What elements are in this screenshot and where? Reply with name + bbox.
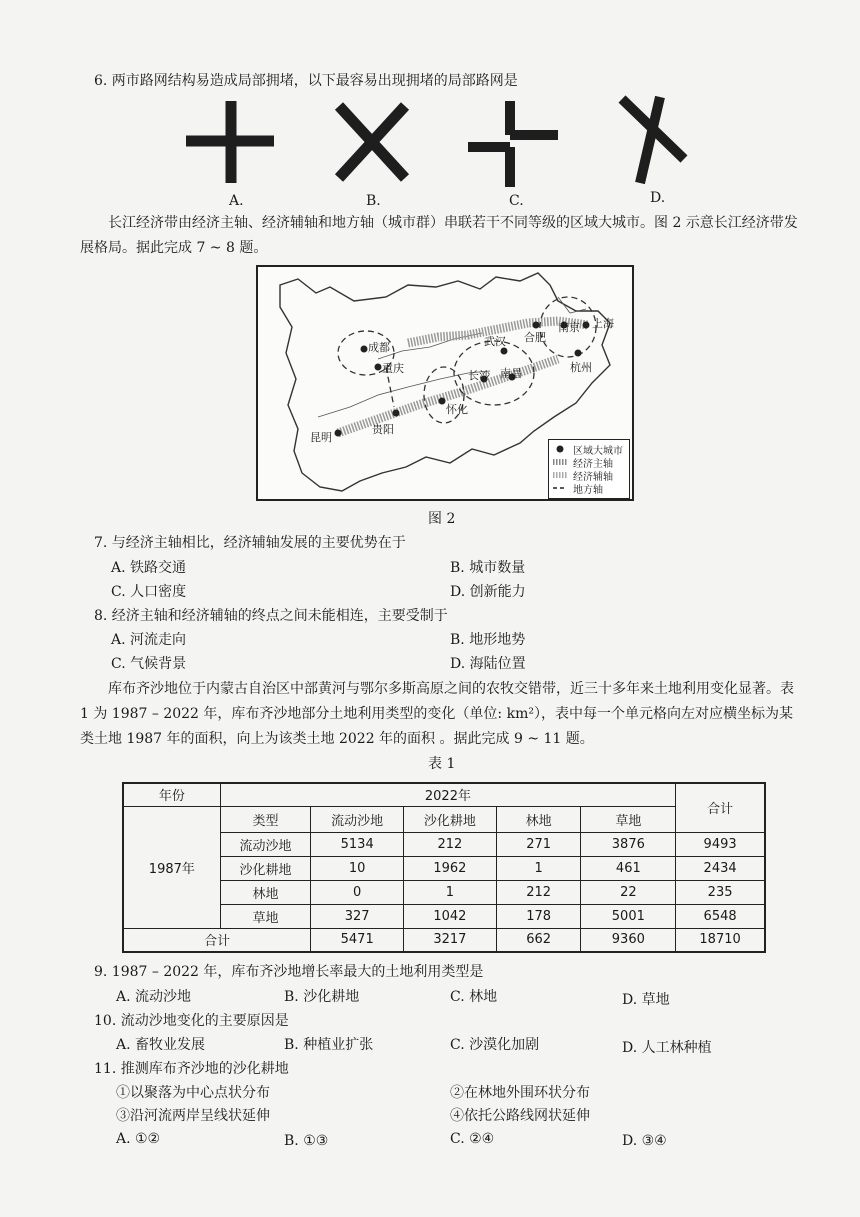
yangtze-economic-belt-map <box>256 265 634 501</box>
q11-option-b: B. ①③ <box>284 1133 329 1149</box>
q7-option-d: D. 创新能力 <box>450 584 526 600</box>
q7-option-a: A. 铁路交通 <box>111 560 187 576</box>
cell: 212 <box>404 832 497 856</box>
q8-option-c: C. 气候背景 <box>111 656 187 672</box>
city-chengdu: 成都 <box>368 341 390 354</box>
city-huaihua: 怀化 <box>446 403 468 416</box>
q10-option-a: A. 畜牧业发展 <box>116 1037 206 1053</box>
road-network-c-icon <box>468 97 560 189</box>
header-2022: 2022年 <box>220 783 675 806</box>
cell: 1962 <box>404 856 497 880</box>
city-hangzhou: 杭州 <box>570 361 592 374</box>
city-kunming: 昆明 <box>310 431 332 444</box>
legend-secondary-axis: 经济辅轴 <box>573 472 613 483</box>
q11-statement-1: ①以聚落为中心点状分布 <box>116 1085 270 1101</box>
city-changsha: 长沙 <box>468 369 490 382</box>
sum-label: 合计 <box>123 928 311 952</box>
legend-local-axis: 地方轴 <box>573 485 603 496</box>
cell: 327 <box>311 904 404 928</box>
table-sum-row <box>123 928 765 952</box>
row-type: 草地 <box>220 904 311 928</box>
cell: 3876 <box>581 832 676 856</box>
table1-caption: 表 1 <box>428 756 456 772</box>
road-network-d-icon <box>614 93 694 188</box>
q11-statement-3: ③沿河流两岸呈线状延伸 <box>116 1108 270 1124</box>
row-type: 流动沙地 <box>220 832 311 856</box>
row-total: 6548 <box>676 904 765 928</box>
map-legend <box>548 439 630 499</box>
q9-option-a: A. 流动沙地 <box>116 989 192 1005</box>
header-1987: 1987年 <box>123 806 220 928</box>
city-shanghai: 上海 <box>592 317 614 330</box>
cell: 1042 <box>404 904 497 928</box>
road-network-a-icon <box>186 97 276 187</box>
q11-stem: 11. 推测库布齐沙地的沙化耕地 <box>94 1061 289 1077</box>
q11-option-c: C. ②④ <box>450 1131 495 1147</box>
city-wuhan: 武汉 <box>484 335 506 348</box>
q9-stem: 9. 1987 – 2022 年，库布齐沙地增长率最大的土地利用类型是 <box>94 964 484 980</box>
q6-option-a: A. <box>229 193 244 209</box>
col-header: 草地 <box>581 806 676 832</box>
row-total: 235 <box>676 880 765 904</box>
city-nanchang: 南昌 <box>500 367 522 380</box>
q10-option-b: B. 种植业扩张 <box>284 1037 374 1053</box>
cell: 5134 <box>311 832 404 856</box>
q8-option-d: D. 海陆位置 <box>450 656 526 672</box>
q9-option-b: B. 沙化耕地 <box>284 989 360 1005</box>
cell: 1 <box>404 880 497 904</box>
cell: 662 <box>496 928 581 952</box>
q8-option-a: A. 河流走向 <box>111 632 187 648</box>
cell: 3217 <box>404 928 497 952</box>
header-total: 合计 <box>676 783 765 832</box>
q11-statement-2: ②在林地外围环状分布 <box>450 1085 590 1101</box>
city-chongqing: 重庆 <box>382 362 404 375</box>
q9-option-d: D. 草地 <box>622 992 670 1008</box>
q7-stem: 7. 与经济主轴相比，经济辅轴发展的主要优势在于 <box>94 535 406 551</box>
row-total: 9493 <box>676 832 765 856</box>
legend-city: 区域大城市 <box>573 446 623 457</box>
cell: 271 <box>496 832 581 856</box>
legend-main-axis: 经济主轴 <box>573 459 613 470</box>
city-hefei: 合肥 <box>524 331 546 344</box>
row-type: 沙化耕地 <box>220 856 311 880</box>
q11-option-d: D. ③④ <box>622 1133 667 1149</box>
col-header: 沙化耕地 <box>404 806 497 832</box>
cell: 5471 <box>311 928 404 952</box>
q7-option-c: C. 人口密度 <box>111 584 187 600</box>
col-header: 林地 <box>496 806 581 832</box>
q6-option-d: D. <box>650 190 666 206</box>
header-type: 类型 <box>220 806 311 832</box>
q6-stem: 6. 两市路网结构易造成局部拥堵，以下最容易出现拥堵的局部路网是 <box>94 73 518 89</box>
cell: 461 <box>581 856 676 880</box>
q7-option-b: B. 城市数量 <box>450 560 526 576</box>
q11-statement-4: ④依托公路线网状延伸 <box>450 1108 590 1124</box>
cell: 0 <box>311 880 404 904</box>
q9-option-c: C. 林地 <box>450 989 498 1005</box>
q10-option-d: D. 人工林种植 <box>622 1040 712 1056</box>
road-network-b-icon <box>333 100 413 185</box>
cell: 178 <box>496 904 581 928</box>
q11-option-a: A. ①② <box>116 1131 161 1147</box>
q8-stem: 8. 经济主轴和经济辅轴的终点之间未能相连，主要受制于 <box>94 608 448 624</box>
cell: 1 <box>496 856 581 880</box>
land-use-table <box>122 782 766 953</box>
cell: 212 <box>496 880 581 904</box>
cell: 10 <box>311 856 404 880</box>
table-row <box>123 856 765 880</box>
cell: 9360 <box>581 928 676 952</box>
table-row <box>123 880 765 904</box>
q10-stem: 10. 流动沙地变化的主要原因是 <box>94 1013 289 1029</box>
table-row <box>123 832 765 856</box>
sum-total: 18710 <box>676 928 765 952</box>
q6-option-c: C. <box>509 193 524 209</box>
cell: 5001 <box>581 904 676 928</box>
q8-option-b: B. 地形地势 <box>450 632 526 648</box>
header-year: 年份 <box>123 783 220 806</box>
row-total: 2434 <box>676 856 765 880</box>
passage-yangtze: 长江经济带由经济主轴、经济辅轴和地方轴（城市群）串联若干不同等级的区域大城市。图 2 示意长江经济带发展格局。据此完成 7 ~ 8 题。 <box>80 215 798 256</box>
col-header: 流动沙地 <box>311 806 404 832</box>
figure2-caption: 图 2 <box>428 511 456 527</box>
city-nanjing: 南京 <box>558 321 580 334</box>
table-row <box>123 904 765 928</box>
row-type: 林地 <box>220 880 311 904</box>
passage-kubuqi: 库布齐沙地位于内蒙古自治区中部黄河与鄂尔多斯高原之间的农牧交错带，近三十多年来土地利用变化显著。表 1 为 1987 – 2022 年，库布齐沙地部分土地利用类型的变化（单位: km²），表中每一个单元格向左对应横坐标为某类土地 1987 年的面积，向上为该类土地 2022 年的面积 。据此完成 9 ~ 11 题。 <box>80 681 794 747</box>
cell: 22 <box>581 880 676 904</box>
city-guiyang: 贵阳 <box>372 423 394 436</box>
q6-option-b: B. <box>366 193 381 209</box>
q10-option-c: C. 沙漠化加剧 <box>450 1037 540 1053</box>
